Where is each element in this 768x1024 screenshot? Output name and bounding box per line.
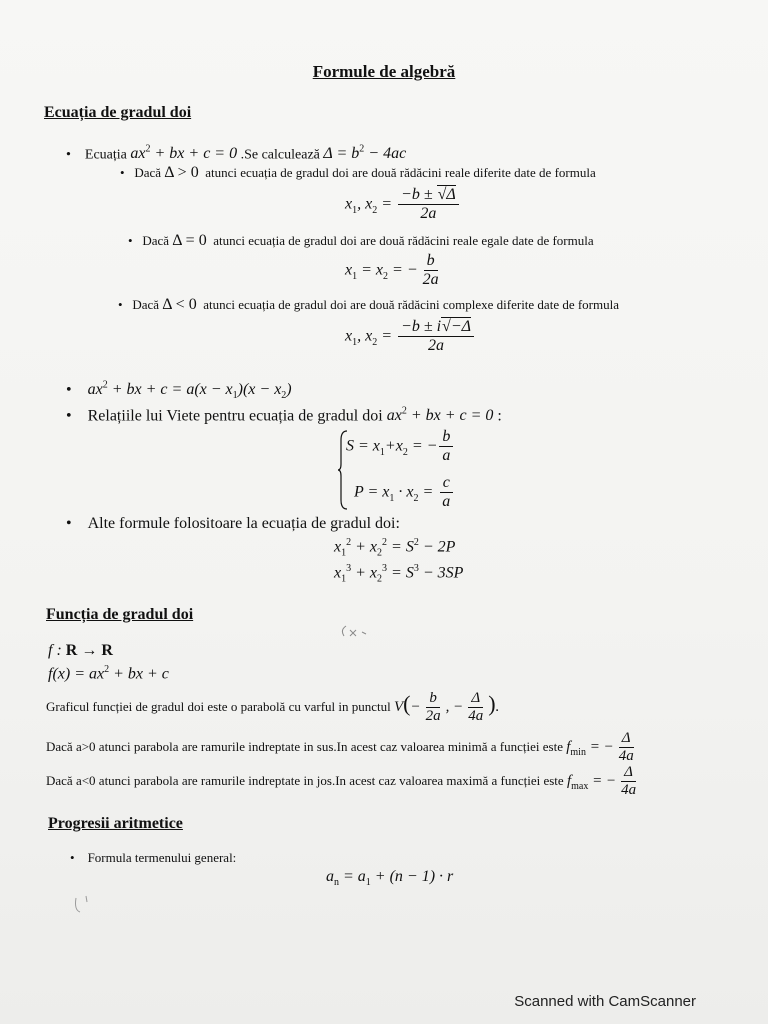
formula-discriminant: $\Delta = b^2 - 4ac$: [323, 144, 407, 163]
text-case-positive: atunci ecuația de gradul doi are două rădăcini reale diferite date de formula: [205, 165, 596, 180]
handwritten-mark: [70, 890, 110, 925]
text-viete: Relațiile lui Viete pentru ecuația de gradul doi: [87, 407, 383, 425]
formula-general-term: $a_n = a_1 + (n - 1) \cdot r$: [326, 868, 454, 889]
bullet-case-negative: • Dacă Δ < 0 atunci ecuația de gradul doi are două rădăcini complexe diferite date de formula: [118, 296, 620, 313]
text-a-negative-content: Dacă a<0 atunci parabola are ramurile indreptate in jos.In acest caz valoarea maximă a funcției este: [46, 773, 564, 789]
text-daca: Dacă: [134, 165, 162, 180]
bullet-other-formulas: • Alte formule folositoare la ecuația de gradul doi:: [66, 515, 400, 532]
text-grafic: Graficul funcției de gradul doi este o parabolă cu varful in punctul: [46, 699, 391, 715]
page-title: Formule de algebră: [312, 62, 456, 81]
formula-roots-equal: $x_1 = x_2$ = − $\frac{b}{2a}$: [345, 252, 439, 289]
handwritten-scribble: [338, 622, 374, 647]
text-daca: Dacă: [132, 297, 160, 312]
formula-equation: $ax^2$ + bx + c = 0: [130, 144, 238, 163]
formula-sum-squares: $x_1^2 + x_2^2 = S^2 - 2P$: [334, 537, 456, 559]
text-a-negative: Dacă a<0 atunci parabola are ramurile indreptate in jos.In acest caz valoarea maximă a funcției este $f_{max}$ = − $\frac{\Delta}{4a}$: [46, 764, 637, 799]
formula-roots-distinct: $x_1$, $x_2$ = $\frac{-b \pm √\Delta}{2a}$: [345, 186, 461, 224]
text-a-positive: Dacă a>0 atunci parabola are ramurile indreptate in sus.In acest caz valoarea minimă a funcției este $f_{min}$ = − $\frac{\Delta}{4a}$: [46, 730, 634, 765]
formula-sum-cubes: $x_1^3 + x_2^3 = S^3 - 3SP$: [334, 563, 464, 585]
bullet-viete: • Relațiile lui Viete pentru ecuația de gradul doi $ax^2$ + bx + c = 0 :: [66, 406, 502, 425]
formula-function-domain: f : R → R: [48, 642, 113, 659]
bullet-factorization: • $ax^2$ + bx + $c = a(x - x_1)(x - x_2)$: [66, 380, 292, 402]
text-a-positive-content: Dacă a>0 atunci parabola are ramurile indreptate in sus.In acest caz valoarea minimă a funcției este: [46, 739, 563, 755]
formula-sum-roots: $S = x_1+x_2$ = − $\frac{b}{a}$: [346, 428, 455, 466]
bullet-equation: • Ecuația $ax^2$ + bx + c = 0 .Se calculează $\Delta = b^2 - 4ac$: [66, 144, 407, 163]
text-case-negative: atunci ecuația de gradul doi are două rădăcini complexe diferite date de formula: [203, 297, 620, 312]
section-heading-arithmetic-progressions: Progresii aritmetice: [48, 815, 183, 832]
section-heading-quadratic-function: Funcția de gradul doi: [46, 606, 194, 623]
formula-product-roots: $P = x_1 \cdot x_2$ = $\frac{c}{a}$: [354, 474, 455, 512]
bullet-general-term: • Formula termenului general:: [70, 850, 237, 865]
text-case-zero: atunci ecuația de gradul doi are două rădăcini reale egale date de formula: [213, 233, 594, 248]
text-graph-vertex: Graficul funcției de gradul doi este o parabolă cu varful in punctul V(− $\frac{b}{2a}$ , − $\frac{\Delta}{4a}$ ).: [46, 690, 500, 725]
text-se-calculeaza: .Se calculează: [240, 147, 320, 163]
scanner-watermark: Scanned with CamScanner: [514, 993, 696, 1010]
text-ecuatia: Ecuația: [84, 147, 127, 163]
bullet-case-zero: • Dacă Δ = 0 atunci ecuația de gradul doi are două rădăcini reale egale date de formula: [128, 232, 594, 249]
text-daca: Dacă: [142, 233, 170, 248]
text-alte-formule: Alte formule folositoare la ecuația de gradul doi:: [87, 515, 400, 532]
bullet-case-positive: • Dacă Δ > 0 atunci ecuația de gradul doi are două rădăcini reale diferite date de formula: [120, 164, 596, 181]
text-termen-general: Formula termenului general:: [87, 850, 237, 865]
formula-roots-complex: $x_1$, $x_2$ = $\frac{-b \pm i√-\Delta}{2a}$: [345, 318, 476, 356]
section-heading-quadratic-equation: Ecuația de gradul doi: [44, 104, 192, 121]
formula-function-definition: $f(x) = ax^2$ + bx + c: [48, 664, 169, 683]
